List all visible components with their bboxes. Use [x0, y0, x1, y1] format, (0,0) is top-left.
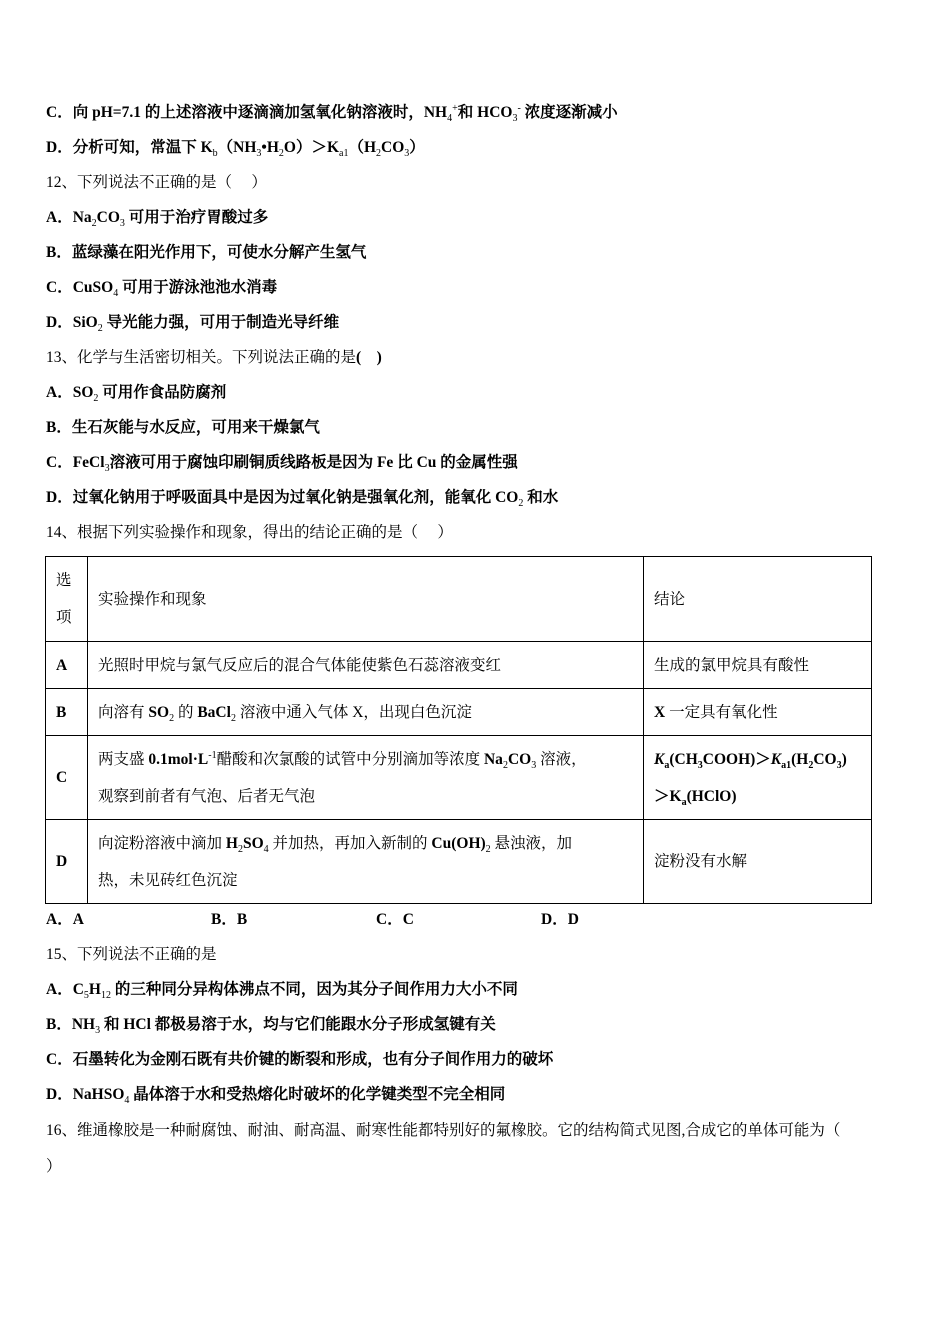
q11-d-prefix: D．分析可知，常温下 [46, 139, 201, 156]
q11-d-kb: K [200, 139, 213, 156]
q13-option-b: B．生石灰能与水反应，可用来干燥氯气 [46, 419, 320, 436]
q11-d-co3-sub: 3 [404, 148, 410, 160]
row-c-proc-conc-sup: -1 [208, 749, 217, 761]
row-c-conc-s3-sub: 2 [808, 759, 814, 771]
row-c-conc-k1-sub: a [664, 759, 670, 771]
row-c-conclusion [644, 736, 872, 820]
q11-d-h2o-sub: 2 [278, 148, 284, 160]
q12-a-formula-1: Na [72, 209, 92, 226]
row-c-proc-post: 溶液， [536, 750, 587, 768]
q11-c-hco3-sub: 3 [512, 113, 518, 125]
row-b-proc-pre: 向溶有 [98, 703, 149, 721]
q12-a-text: 可用于治疗胃酸过多 [124, 209, 269, 226]
q11-d-h2co3: （H [348, 139, 377, 156]
row-d-proc-post: 悬浊液，加 [490, 834, 573, 852]
row-b-proc-f1: SO [148, 703, 170, 721]
q11-c-post: 浓度逐渐减小 [520, 104, 618, 121]
row-d-procedure [88, 820, 644, 904]
q12-c-text: 可用于游泳池池水消毒 [118, 279, 278, 296]
q14-choice-b: B．B [211, 911, 248, 928]
q12-option-c [46, 278, 277, 298]
row-a-conclusion: 生成的氯甲烷具有酸性 [644, 642, 872, 689]
q13-option-a [46, 383, 226, 403]
row-b-proc-f2: BaCl [197, 703, 231, 721]
q13-c-bi: 比 [393, 454, 417, 471]
row-c-proc-f-sub: 2 [502, 759, 508, 771]
q11-c-nh4: NH [423, 104, 448, 121]
row-d-conclusion: 淀粉没有水解 [644, 820, 872, 904]
q15-b-formula-1: NH [71, 1016, 96, 1033]
q12-option-a [46, 208, 268, 228]
q12-a-formula-2: CO [96, 209, 120, 226]
q12-d-prefix: D． [46, 314, 73, 331]
row-d-proc-pre: 向淀粉溶液中滴加 [98, 834, 226, 852]
table-row [46, 820, 872, 904]
q12-d-formula-sub: 2 [97, 323, 103, 335]
q11-c-text: 的上述溶液中逐滴滴加氢氧化钠溶液时， [140, 104, 424, 121]
row-d-proc-f2-sub: 4 [263, 843, 269, 855]
q11-d-nh3-sub: 3 [256, 148, 262, 160]
q12-a-formula-2-sub: 3 [119, 218, 125, 230]
experiment-table [45, 556, 872, 904]
q15-a-formula-1: C [72, 981, 84, 998]
row-c-proc-f2: CO [507, 750, 532, 768]
row-c-conc-line-2 [654, 778, 861, 815]
q11-c-hco3-sup: - [517, 102, 521, 114]
q11-c-prefix: C．向 [46, 104, 93, 121]
row-b-proc-f1-sub: 2 [169, 712, 175, 724]
q13-c-prefix: C． [46, 454, 73, 471]
q15-a-formula-2: H [88, 981, 101, 998]
q13-c-formula: FeCl [72, 454, 105, 471]
q12-a-formula-1-sub: 2 [91, 218, 97, 230]
table-header-row [46, 557, 872, 642]
q13-stem-paren: ( ) [356, 349, 382, 366]
q14-choice-c: C．C [376, 911, 414, 928]
q15-d-formula-sub: 4 [124, 1095, 130, 1107]
q12-stem: 12、下列说法不正确的是（ ） [46, 174, 267, 191]
q14-choice-a: A．A [46, 911, 84, 928]
q11-option-d [46, 138, 425, 158]
row-a-option: A [46, 642, 88, 689]
q15-d-prefix: D． [46, 1086, 73, 1103]
row-b-conc-x: X [654, 703, 666, 721]
q11-d-co3: CO [381, 139, 405, 156]
row-b-proc-mid: 的 [174, 703, 198, 721]
q11-c-nh4-sub: 4 [447, 113, 453, 125]
row-d-proc-mid: 并加热，再加入新制的 [268, 834, 432, 852]
row-c-conc-line-1 [654, 741, 861, 778]
row-d-proc-f2: SO [242, 834, 264, 852]
row-d-proc-f: H [225, 834, 238, 852]
q15-b-text: 都极易溶于水，均与它们能跟水分子形成氢键有关 [150, 1016, 496, 1033]
q14-choice-d: D．D [541, 911, 579, 928]
row-c-conc-k2-sub: a1 [781, 759, 792, 771]
q15-d-formula: NaHSO [72, 1086, 125, 1103]
row-b-proc-f2-sub: 2 [230, 712, 236, 724]
row-c-conc-l2-post: (HClO) [686, 787, 737, 805]
q15-a-formula-1-sub: 5 [83, 990, 89, 1002]
q15-b-mid: 和 [100, 1016, 124, 1033]
row-c-conc-s4-sub: 3 [836, 759, 842, 771]
q15-option-c: C．石墨转化为金刚石既有共价键的断裂和形成，也有分子间作用力的破坏 [46, 1051, 554, 1068]
q11-c-hco3: HCO [477, 104, 513, 121]
q12-option-d [46, 313, 339, 333]
row-c-proc-pre: 两支盛 [98, 750, 149, 768]
q13-c-formula-sub: 3 [104, 463, 110, 475]
q15-d-text: 晶体溶于水和受热熔化时破坏的化学键类型不完全相同 [129, 1086, 506, 1103]
q12-option-b: B．蓝绿藻在阳光作用下，可使水分解产生氢气 [46, 244, 367, 261]
row-c-conc-k1: K [654, 750, 665, 768]
q11-d-ka-sub: a1 [339, 148, 349, 160]
q11-d-o: O）＞ [283, 139, 327, 156]
q15-option-d [46, 1085, 505, 1105]
q11-d-end: ） [409, 139, 425, 156]
row-c-proc-line-2: 观察到前者有气泡、后者无气泡 [98, 787, 316, 805]
q14-stem: 14、根据下列实验操作和现象，得出的结论正确的是（ ） [46, 524, 453, 541]
q12-d-text: 导光能力强，可用于制造光导纤维 [102, 314, 340, 331]
table-row [46, 689, 872, 736]
q12-c-prefix: C． [46, 279, 73, 296]
q11-d-kb-sub: b [212, 148, 218, 160]
q12-c-formula: CuSO [72, 279, 114, 296]
q13-a-formula: SO [72, 384, 94, 401]
table-row [46, 642, 872, 689]
row-a-procedure: 光照时甲烷与氯气反应后的混合气体能使紫色石蕊溶液变红 [88, 642, 644, 689]
row-c-proc-f: Na [483, 750, 503, 768]
q12-a-prefix: A． [46, 209, 73, 226]
q11-c-nh4-sup: + [452, 102, 458, 114]
q13-d-post: 和水 [523, 489, 559, 506]
q13-stem-text: 13、化学与生活密切相关。下列说法正确的是 [46, 349, 357, 366]
row-c-conc-k2: K [770, 750, 782, 768]
q16-stem-line-2: ） [46, 1158, 62, 1175]
row-c-proc-line-1 [98, 741, 633, 778]
q16-stem-line-1: 16、维通橡胶是一种耐腐蚀、耐油、耐高温、耐寒性能都特别好的氟橡胶。它的结构简式见图,合成它的单体可能为（ [46, 1122, 841, 1139]
header-conclusion-cell: 结论 [644, 557, 872, 642]
q13-stem [46, 348, 382, 368]
header-option-line-1: 选 [56, 572, 72, 589]
q13-a-formula-sub: 2 [93, 393, 99, 405]
q15-b-prefix: B． [46, 1016, 72, 1033]
q15-option-b [46, 1015, 496, 1035]
q11-d-h2co3-sub: 2 [376, 148, 382, 160]
row-c-conc-s4: CO [813, 750, 837, 768]
row-c-conc-l2-pre: ＞K [654, 787, 682, 805]
row-c-conc-s1-sub: 3 [697, 759, 703, 771]
row-d-proc-f3: Cu(OH) [431, 834, 486, 852]
table-row [46, 736, 872, 820]
q11-d-ka: K [326, 139, 340, 156]
q15-option-a [46, 980, 518, 1000]
q13-c-fe: Fe [376, 454, 394, 471]
row-c-conc-s2: COOH)＞ [702, 750, 771, 768]
header-option-cell [46, 557, 88, 642]
q13-d-formula-sub: 2 [518, 498, 524, 510]
q15-b-formula-1-sub: 3 [95, 1025, 101, 1037]
q15-a-text: 的三种同分异构体沸点不同，因为其分子间作用力大小不同 [110, 981, 518, 998]
q12-d-formula: SiO [72, 314, 98, 331]
row-c-proc-mid: 醋酸和次氯酸的试管中分别滴加等浓度 [216, 750, 484, 768]
q13-c-post: 的金属性强 [436, 454, 518, 471]
q12-c-formula-sub: 4 [113, 288, 119, 300]
row-b-option: B [46, 689, 88, 736]
q13-a-text: 可用作食品防腐剂 [98, 384, 227, 401]
q13-option-d [46, 488, 558, 508]
row-b-proc-post: 溶液中通入气体 X，出现白色沉淀 [235, 703, 472, 721]
q15-stem: 15、下列说法不正确的是 [46, 946, 217, 963]
row-d-proc-f-sub: 2 [237, 843, 243, 855]
row-c-conc-l2-sub: a [681, 796, 687, 808]
row-c-option: C [46, 736, 88, 820]
row-c-proc-f2-sub: 3 [531, 759, 537, 771]
row-c-conc-s5: ) [841, 750, 847, 768]
q11-d-nh3: （NH [217, 139, 257, 156]
row-c-proc-conc: 0.1mol·L [148, 750, 209, 768]
row-b-conc-text: 一定具有氧化性 [665, 703, 778, 721]
q13-a-prefix: A． [46, 384, 73, 401]
row-d-proc-f3-sub: 2 [485, 843, 491, 855]
row-d-option: D [46, 820, 88, 904]
header-procedure-cell: 实验操作和现象 [88, 557, 644, 642]
row-c-procedure [88, 736, 644, 820]
q13-c-text: 溶液可用于腐蚀印刷铜质线路板是因为 [109, 454, 377, 471]
q13-d-formula: CO [495, 489, 519, 506]
q13-c-cu: Cu [416, 454, 437, 471]
q11-c-ph: pH=7.1 [92, 104, 141, 121]
row-c-conc-s3: (H [791, 750, 809, 768]
q11-option-c [46, 103, 618, 123]
q15-a-prefix: A． [46, 981, 73, 998]
q13-option-c [46, 453, 518, 473]
q15-b-formula-2: HCl [123, 1016, 151, 1033]
q11-c-and: 和 [457, 104, 478, 121]
row-c-conc-s1: (CH [669, 750, 698, 768]
header-option-line-2: 项 [56, 609, 72, 626]
row-b-conclusion [644, 689, 872, 736]
q11-d-h2o: •H [261, 139, 279, 156]
row-d-proc-line-2: 热，未见砖红色沉淀 [98, 871, 238, 889]
row-b-procedure [88, 689, 644, 736]
q13-d-text: D．过氧化钠用于呼吸面具中是因为过氧化钠是强氧化剂，能氧化 [46, 489, 496, 506]
q15-a-formula-2-sub: 12 [100, 990, 111, 1002]
row-d-proc-line-1 [98, 825, 633, 862]
